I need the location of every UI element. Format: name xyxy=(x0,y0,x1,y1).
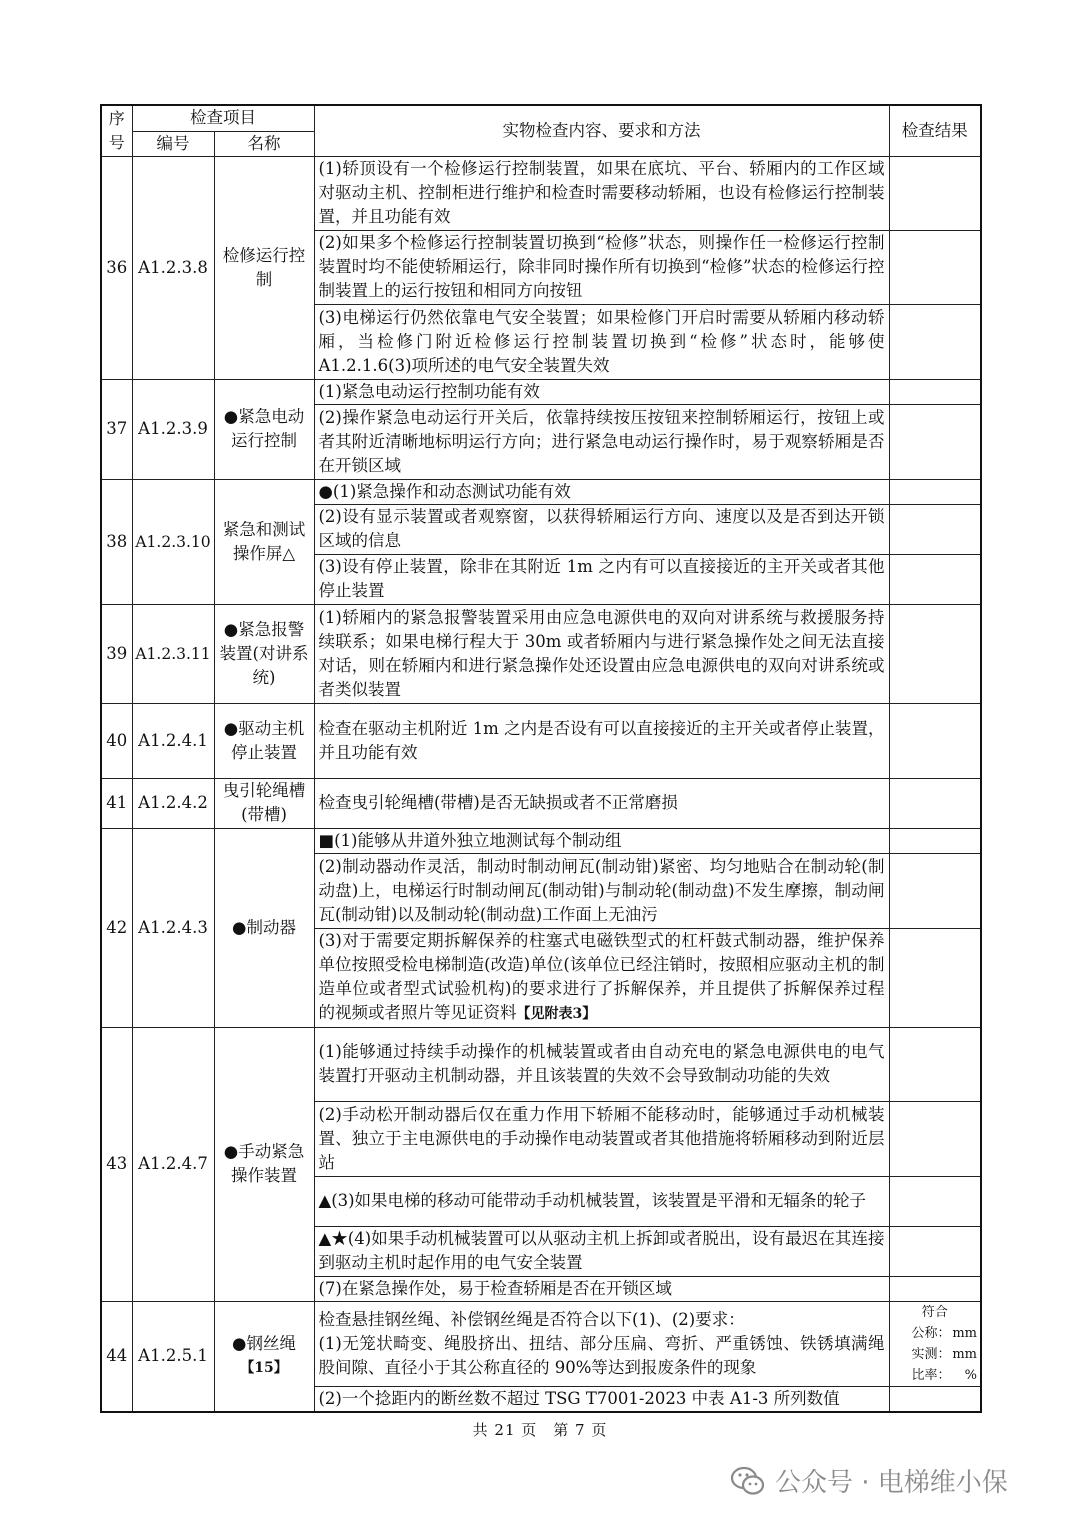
result-cell[interactable] xyxy=(889,928,981,1027)
row-name-note: 【15】 xyxy=(240,1360,288,1376)
row-item: (2)如果多个检修运行控制装置切换到“检修”状态，则操作任一检修运行控制装置时均不能使轿厢运行，除非同时操作所有切换到“检修”状态的检修运行控制装置上的运行按钮和相同方向按钮 xyxy=(314,230,889,304)
row-code: A1.2.4.7 xyxy=(132,1027,214,1301)
header-seq: 序号 xyxy=(101,105,132,156)
row-item: ●(1)紧急操作和动态测试功能有效 xyxy=(314,479,889,504)
inspection-table xyxy=(100,104,982,1413)
watermark-name: 电梯维小保 xyxy=(877,1468,1008,1498)
row-seq: 44 xyxy=(101,1301,132,1412)
result-cell[interactable] xyxy=(889,379,981,404)
result-cell[interactable] xyxy=(889,1176,981,1226)
row-seq: 42 xyxy=(101,828,132,1027)
row-seq: 40 xyxy=(101,703,132,778)
row-name: ●紧急电动运行控制 xyxy=(214,379,314,479)
wechat-icon xyxy=(731,1466,765,1496)
row-item: (1)能够通过持续手动操作的机械装置或者由自动充电的紧急电源供电的电气装置打开驱动主机制动器，并且该装置的失效不会导致制动功能的失效 xyxy=(314,1027,889,1101)
row-item: 检查在驱动主机附近 1m 之内是否设有可以直接接近的主开关或者停止装置，并且功能有效 xyxy=(314,703,889,778)
header-group: 检查项目 xyxy=(132,105,314,131)
result-cell[interactable] xyxy=(889,1276,981,1301)
result-cell[interactable] xyxy=(889,703,981,778)
row-seq: 39 xyxy=(101,604,132,703)
row-seq: 37 xyxy=(101,379,132,479)
row-name-cell xyxy=(214,1301,314,1412)
result-cell[interactable] xyxy=(889,604,981,703)
result-status: 符合 xyxy=(921,1304,948,1320)
row-name: ●驱动主机停止装置 xyxy=(214,703,314,778)
row-code: A1.2.3.11 xyxy=(132,604,214,703)
row-item: (3)对于需要定期拆解保养的柱塞式电磁铁型式的杠杆鼓式制动器，维护保养单位按照受检电梯制造(改造)单位(该单位已经注销时，按照相应驱动主机的制造单位或者型式试验机构)的要求进行了拆解保养，并且提供了拆解保养过程的视频或者照片等见证资料 xyxy=(318,931,885,1022)
header-result: 检查结果 xyxy=(889,105,981,156)
appendix-note: 【见附表3】 xyxy=(516,1006,597,1022)
header-code: 编号 xyxy=(132,131,214,156)
result-cell[interactable] xyxy=(889,304,981,379)
result-cell[interactable] xyxy=(889,1226,981,1276)
row-name: ●手动紧急操作装置 xyxy=(214,1027,314,1301)
row-item: (1)轿厢内的紧急报警装置采用由应急电源供电的双向对讲系统与救援服务持续联系；如果电梯行程大于 30m 或者轿厢内与进行紧急操作处之间无法直接对话，则在轿厢内和进行紧急操作处还设置由应急电源供电的双向对讲系统或者类似装置 xyxy=(314,604,889,703)
result-cell[interactable] xyxy=(889,1301,981,1386)
result-cell[interactable] xyxy=(889,1386,981,1412)
result-cell[interactable] xyxy=(889,778,981,828)
row-seq: 43 xyxy=(101,1027,132,1301)
row-item: ▲★(4)如果手动机械装置可以从驱动主机上拆卸或者脱出，设有最迟在其连接到驱动主机时起作用的电气安全装置 xyxy=(314,1226,889,1276)
row-name: 紧急和测试操作屏△ xyxy=(214,479,314,604)
row-code: A1.2.3.8 xyxy=(132,156,214,379)
row-item: (1)轿顶设有一个检修运行控制装置，如果在底坑、平台、轿厢内的工作区域对驱动主机、控制柜进行维护和检查时需要移动轿厢，也设有检修运行控制装置，并且功能有效 xyxy=(314,156,889,230)
result-cell[interactable] xyxy=(889,1027,981,1101)
result-cell[interactable] xyxy=(889,404,981,479)
result-cell[interactable] xyxy=(889,1101,981,1176)
row-code: A1.2.5.1 xyxy=(132,1301,214,1412)
row-item: (2)设有显示装置或者观察窗，以获得轿厢运行方向、速度以及是否到达开锁区域的信息 xyxy=(314,504,889,554)
watermark-prefix: 公众号 · xyxy=(775,1468,878,1498)
header-name: 名称 xyxy=(214,131,314,156)
result-cell[interactable] xyxy=(889,504,981,554)
row-item: (2)一个捻距内的断丝数不超过 TSG T7001-2023 中表 A1-3 所列数值 xyxy=(314,1386,889,1412)
row-seq: 41 xyxy=(101,778,132,828)
row-code: A1.2.3.10 xyxy=(132,479,214,604)
header-content: 实物检查内容、要求和方法 xyxy=(314,105,889,156)
row-item: (2)手动松开制动器后仅在重力作用下轿厢不能移动时，能够通过手动机械装置、独立于主电源供电的手动操作电动装置或者其他措施将轿厢移动到附近层站 xyxy=(314,1101,889,1176)
row-seq: 38 xyxy=(101,479,132,604)
row-item: ▲(3)如果电梯的移动可能带动手动机械装置，该装置是平滑和无辐条的轮子 xyxy=(314,1176,889,1226)
result-nominal: 公称： mm xyxy=(911,1325,977,1341)
row-name: ●制动器 xyxy=(214,828,314,1027)
result-ratio: 比率： % xyxy=(911,1367,977,1383)
row-item: (2)制动器动作灵活，制动时制动闸瓦(制动钳)紧密、均匀地贴合在制动轮(制动盘)上，电梯运行时制动闸瓦(制动钳)与制动轮(制动盘)不发生摩擦，制动闸瓦(制动钳)以及制动轮(制动盘)工作面上无油污 xyxy=(314,853,889,928)
row-name: ●紧急报警装置(对讲系统) xyxy=(214,604,314,703)
row-item: 检查悬挂钢丝绳、补偿钢丝绳是否符合以下(1)、(2)要求： (1)无笼状畸变、绳股挤出、扭结、部分压扁、弯折、严重锈蚀、铁锈填满绳股间隙、直径小于其公称直径的 90%等达到报废条件的现象 xyxy=(314,1301,889,1386)
row-code: A1.2.4.1 xyxy=(132,703,214,778)
result-cell[interactable] xyxy=(889,156,981,230)
result-cell[interactable] xyxy=(889,479,981,504)
row-item: (7)在紧急操作处，易于检查轿厢是否在开锁区域 xyxy=(314,1276,889,1301)
row-item-with-note xyxy=(314,928,889,1027)
result-cell[interactable] xyxy=(889,853,981,928)
row-item: (3)设有停止装置，除非在其附近 1m 之内有可以直接接近的主开关或者其他停止装置 xyxy=(314,554,889,604)
row-seq: 36 xyxy=(101,156,132,379)
row-item: ■(1)能够从井道外独立地测试每个制动组 xyxy=(314,828,889,853)
page-footer: 共 21 页 第 7 页 xyxy=(472,1421,608,1439)
watermark xyxy=(731,1462,1008,1499)
result-cell[interactable] xyxy=(889,554,981,604)
row-item: (2)操作紧急电动运行开关后，依靠持续按压按钮来控制轿厢运行，按钮上或者其附近清晰地标明运行方向；进行紧急电动运行操作时，易于观察轿厢是否在开锁区域 xyxy=(314,404,889,479)
row-name: 检修运行控制 xyxy=(214,156,314,379)
result-cell[interactable] xyxy=(889,828,981,853)
row-item: (1)紧急电动运行控制功能有效 xyxy=(314,379,889,404)
row-code: A1.2.4.2 xyxy=(132,778,214,828)
row-item: 检查曳引轮绳槽(带槽)是否无缺损或者不正常磨损 xyxy=(314,778,889,828)
result-measured: 实测： mm xyxy=(911,1346,977,1362)
row-name: ●钢丝绳 xyxy=(232,1334,296,1353)
row-item: (3)电梯运行仍然依靠电气安全装置；如果检修门开启时需要从轿厢内移动轿厢，当检修门附近检修运行控制装置切换到“检修”状态时，能够使 A1.2.1.6(3)项所述的电气安全装置失效 xyxy=(314,304,889,379)
row-code: A1.2.3.9 xyxy=(132,379,214,479)
row-code: A1.2.4.3 xyxy=(132,828,214,1027)
result-cell[interactable] xyxy=(889,230,981,304)
row-name: 曳引轮绳槽(带槽) xyxy=(214,778,314,828)
